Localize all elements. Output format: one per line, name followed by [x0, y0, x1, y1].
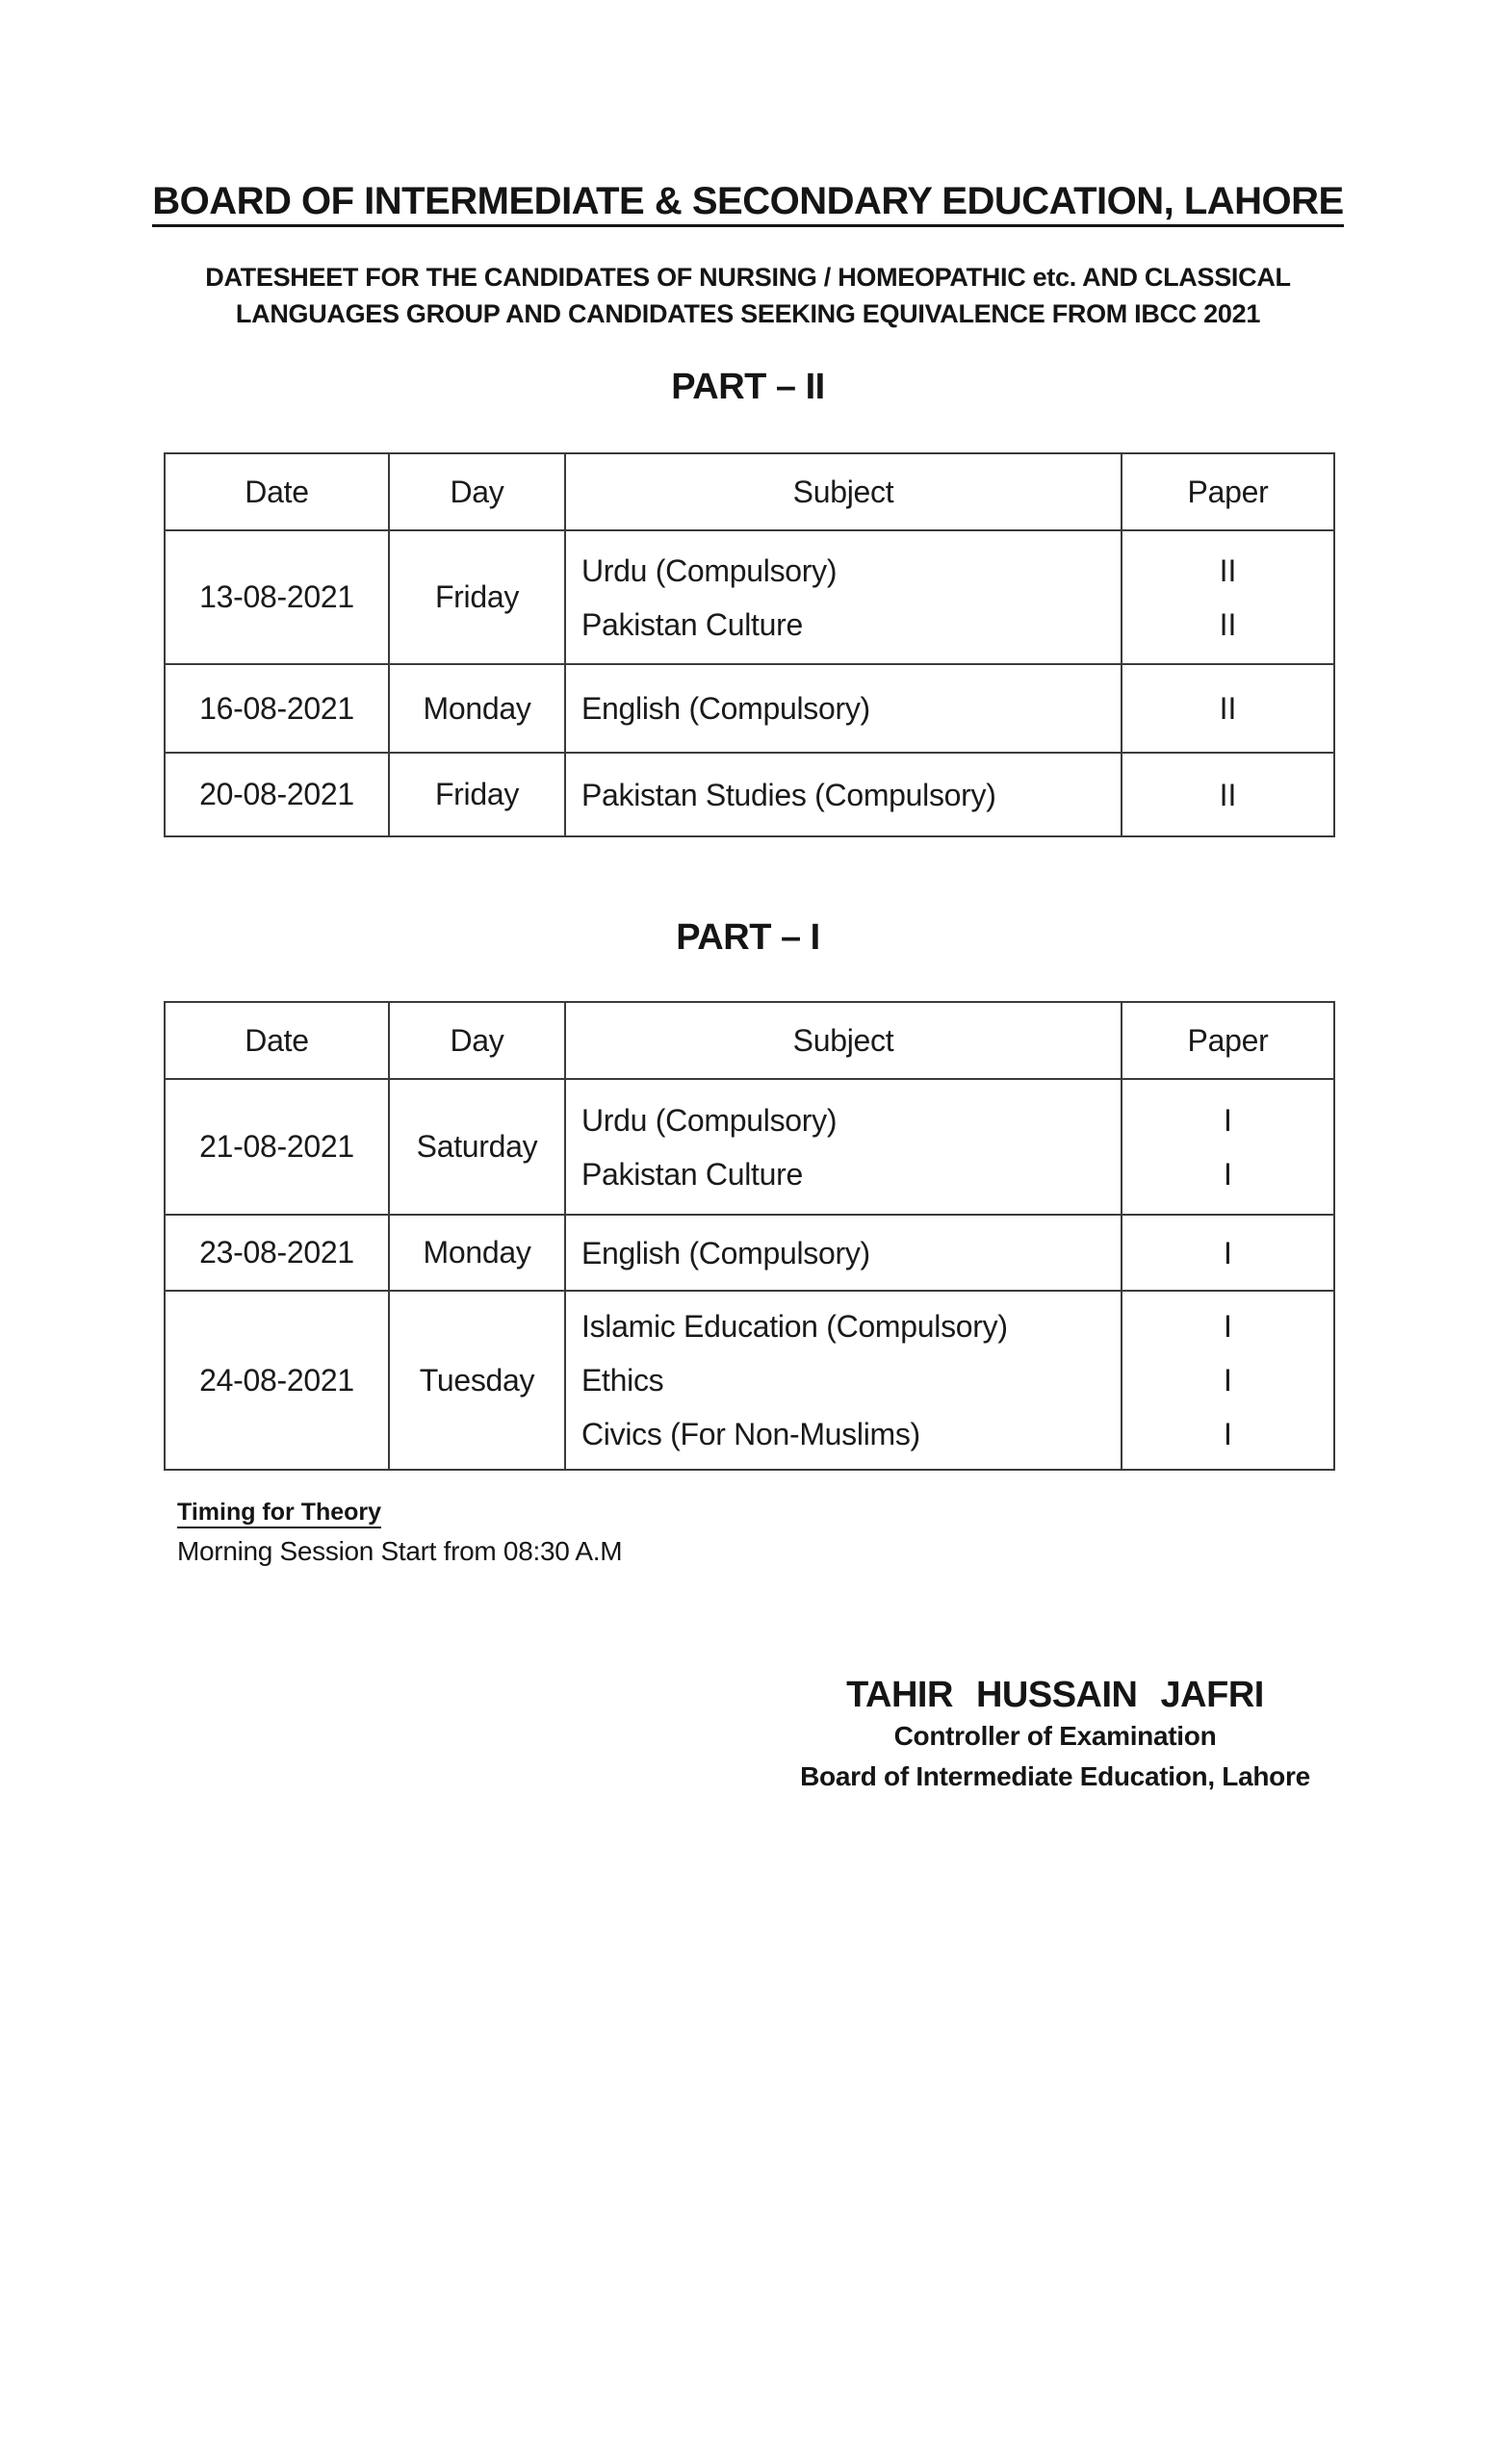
part-2-table — [164, 452, 1335, 837]
subject-line: Islamic Education (Compulsory) — [581, 1309, 1008, 1344]
header-row — [165, 453, 1334, 530]
day-cell: Monday — [389, 1215, 565, 1291]
subtitle-line-1: DATESHEET FOR THE CANDIDATES OF NURSING / HOMEOPATHIC etc. AND CLASSICAL — [205, 263, 1291, 292]
paper-number: I — [1224, 1102, 1232, 1138]
table-row — [165, 1291, 1334, 1470]
day-cell: Saturday — [389, 1079, 565, 1215]
part-1-table — [164, 1001, 1335, 1471]
document-title — [0, 178, 1496, 224]
column-header-day: Day — [389, 1002, 565, 1079]
part-2-heading: PART – II — [671, 367, 825, 407]
subject-line: Urdu (Compulsory) — [581, 552, 838, 588]
paper-number: II — [1219, 606, 1237, 642]
paper-cell — [1122, 753, 1334, 836]
subject-line: Pakistan Culture — [581, 1156, 803, 1192]
paper-number: II — [1219, 691, 1237, 726]
subject-line: English (Compulsory) — [581, 1235, 870, 1270]
day-cell: Monday — [389, 664, 565, 753]
column-header-date: Date — [165, 1002, 389, 1079]
day-cell: Friday — [389, 530, 565, 664]
subject-line: Pakistan Culture — [581, 606, 803, 642]
table-row — [165, 530, 1334, 664]
subject-cell — [565, 664, 1122, 753]
paper-number: I — [1224, 1363, 1232, 1398]
column-header-subject: Subject — [565, 453, 1122, 530]
subject-line: Ethics — [581, 1363, 664, 1398]
signature-block — [766, 1673, 1344, 1798]
table-row — [165, 1079, 1334, 1215]
paper-number: I — [1224, 1156, 1232, 1192]
date-cell: 20-08-2021 — [165, 753, 389, 836]
paper-number: II — [1219, 552, 1237, 588]
column-header-day: Day — [389, 453, 565, 530]
subject-line: Civics (For Non-Muslims) — [581, 1417, 920, 1451]
paper-number: I — [1224, 1417, 1232, 1451]
timing-heading-text: Timing for Theory — [177, 1499, 381, 1528]
table-row — [165, 1215, 1334, 1291]
table-row — [165, 664, 1334, 753]
paper-cell — [1122, 1291, 1334, 1470]
table-row — [165, 753, 1334, 836]
paper-cell — [1122, 530, 1334, 664]
date-cell: 24-08-2021 — [165, 1291, 389, 1470]
part-1-heading: PART – I — [676, 917, 820, 958]
column-header-date: Date — [165, 453, 389, 530]
timing-heading — [177, 1496, 622, 1528]
paper-cell — [1122, 1215, 1334, 1291]
paper-number: I — [1224, 1309, 1232, 1344]
paper-cell — [1122, 664, 1334, 753]
subject-line: English (Compulsory) — [581, 691, 870, 726]
paper-number: I — [1224, 1235, 1232, 1270]
subject-cell — [565, 530, 1122, 664]
date-cell: 16-08-2021 — [165, 664, 389, 753]
signatory-title: Controller of Examination — [893, 1721, 1217, 1751]
date-cell: 23-08-2021 — [165, 1215, 389, 1291]
paper-number: II — [1219, 777, 1237, 812]
subtitle-line-2: LANGUAGES GROUP AND CANDIDATES SEEKING EQUIVALENCE FROM IBCC 2021 — [235, 299, 1261, 328]
signatory-name: TAHIR HUSSAIN JAFRI — [846, 1675, 1264, 1715]
document-title-text: BOARD OF INTERMEDIATE & SECONDARY EDUCATION, LAHORE — [152, 180, 1344, 227]
date-cell: 21-08-2021 — [165, 1079, 389, 1215]
document-subtitle — [0, 259, 1496, 332]
column-header-paper: Paper — [1122, 453, 1334, 530]
column-header-paper: Paper — [1122, 1002, 1334, 1079]
day-cell: Friday — [389, 753, 565, 836]
paper-cell — [1122, 1079, 1334, 1215]
date-cell: 13-08-2021 — [165, 530, 389, 664]
subject-cell — [565, 1079, 1122, 1215]
column-header-subject: Subject — [565, 1002, 1122, 1079]
subject-line: Pakistan Studies (Compulsory) — [581, 777, 996, 812]
day-cell: Tuesday — [389, 1291, 565, 1470]
timing-detail: Morning Session Start from 08:30 A.M — [177, 1536, 623, 1566]
subject-cell — [565, 1291, 1122, 1470]
subject-cell — [565, 753, 1122, 836]
header-row — [165, 1002, 1334, 1079]
subject-line: Urdu (Compulsory) — [581, 1102, 838, 1138]
signatory-organization: Board of Intermediate Education, Lahore — [800, 1761, 1310, 1791]
timing-note — [177, 1496, 622, 1569]
subject-cell — [565, 1215, 1122, 1291]
